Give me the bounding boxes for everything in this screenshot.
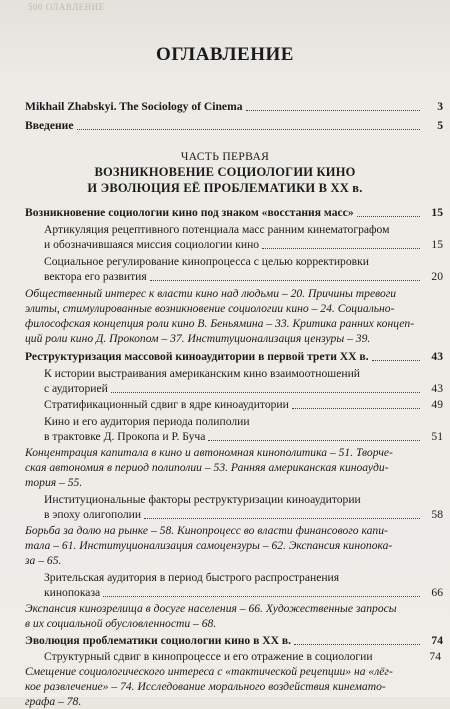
toc-page-number: 74 <box>431 634 443 647</box>
toc-summary-line: элиты, стимулированные возникновение социологии кино – 24. Социально- <box>25 302 395 315</box>
toc-summary-line: философская концепция роли кино В. Беньямина – 33. Критика ранних концеп- <box>25 317 415 330</box>
toc-entry-about[interactable] <box>25 100 443 114</box>
toc-summary-line: за – 65. <box>25 554 62 567</box>
part-title-line2: И ЭВОЛЮЦИЯ ЕЁ ПРОБЛЕМАТИКИ В XX в. <box>87 181 363 195</box>
toc-summary-line: Общественный интерес к власти кино над людьми – 20. Причины тревоги <box>25 287 397 300</box>
toc-entry-label: кинопоказа <box>44 586 101 599</box>
toc-entry-label: в эпоху олигополии <box>44 508 142 521</box>
toc-page-number: 43 <box>431 350 443 363</box>
dot-leader <box>103 596 420 597</box>
toc-summary-line: ская автономия в период полиполии – 53. Ранняя американская киноауди- <box>25 461 389 474</box>
part-title-line1: ВОЗНИКНОВЕНИЕ СОЦИОЛОГИИ КИНО <box>94 165 356 179</box>
toc-entry-label: с аудиторией <box>44 382 108 395</box>
dot-leader <box>294 644 420 645</box>
toc-summary-line: в их социальной обусловленности – 68. <box>25 617 217 630</box>
toc-entry-label: Возникновение социологии кино под знаком «восстания масс» <box>25 206 354 219</box>
toc-summary-line: ций роли кино Д. Прокопом – 37. Институционализация цензуры – 39. <box>25 332 371 345</box>
toc-entry-label: Реструктуризация массовой киноаудитории в первой трети XX в. <box>25 350 369 363</box>
toc-summary-line: кое развлечение» – 74. Исследование морального воздействия кинемато- <box>25 680 386 693</box>
toc-entry-label: Mikhail Zhabskyi. The Sociology of Cinema <box>25 100 243 113</box>
toc-entry-label: Эволюция проблематики социологии кино в XX в. <box>25 634 292 647</box>
toc-subentry-2-2[interactable] <box>44 398 443 412</box>
toc-page-number: 5 <box>437 119 443 132</box>
toc-subentry-2-3[interactable] <box>44 430 443 444</box>
toc-entry-label: Стратификационный сдвиг в ядре киноаудитории <box>44 398 289 411</box>
toc-summary-line: графа – 78. <box>25 695 82 708</box>
toc-page-number: 20 <box>431 270 443 283</box>
dot-leader <box>246 110 420 111</box>
toc-page-number: 66 <box>431 586 443 599</box>
toc-page-number: 49 <box>431 398 443 411</box>
toc-subentry-line[interactable]: Социальное регулирование кинопроцесса с целью корректировки <box>44 255 369 268</box>
toc-page-number: 15 <box>431 238 443 251</box>
toc-entry-label: Введение <box>25 119 74 132</box>
toc-subentry-line[interactable]: Артикуляция рецептивного потенциала масс ранним кинематографом <box>44 223 390 236</box>
toc-subentry-line[interactable]: Зрительская аудитория в период быстрого распространения <box>44 571 340 584</box>
dot-leader <box>292 408 420 409</box>
toc-page-number: 51 <box>431 430 443 443</box>
dot-leader <box>111 392 420 393</box>
dot-leader <box>262 248 420 249</box>
toc-page-number: 3 <box>437 100 443 113</box>
dot-leader <box>77 129 420 130</box>
toc-subentry-2-1[interactable] <box>44 382 443 396</box>
dot-leader <box>357 216 420 217</box>
dot-leader <box>144 518 420 519</box>
toc-summary-line: Экспансия кинозрелища в досуге населения – 66. Художественные запросы <box>25 602 397 615</box>
toc-entry-introduction[interactable] <box>25 119 443 133</box>
dot-leader <box>150 280 420 281</box>
toc-subentry-line[interactable]: Кино и его аудитория периода полиполии <box>44 415 250 428</box>
toc-page-number: 74 <box>429 650 441 663</box>
toc-subentry-2-5[interactable] <box>44 586 443 600</box>
toc-summary-line: тория – 55. <box>25 476 83 489</box>
toc-chapter-2[interactable] <box>25 350 443 364</box>
toc-subentry-line[interactable]: К истории выстраивания американским кино взаимоотношений <box>44 367 360 380</box>
dot-leader <box>208 440 420 441</box>
toc-summary-line: Смещение социологического интереса с «тактической рецепции» на «лёг- <box>25 665 393 678</box>
toc-entry-label: и обозначившаяся миссия социологии кино <box>44 238 260 251</box>
toc-subentry-line[interactable]: Институциональные факторы реструктуризации киноаудитории <box>44 493 361 506</box>
toc-page-number: 58 <box>431 508 443 521</box>
toc-entry-label: вектора его развития <box>44 270 147 283</box>
toc-chapter-1[interactable] <box>25 206 443 220</box>
dot-leader <box>372 360 420 361</box>
page-title: ОГЛАВЛЕНИЕ <box>156 44 294 65</box>
toc-page-number: 43 <box>431 382 443 395</box>
toc-entry-label: в трактовке Д. Прокопа и Р. Буча <box>44 430 206 443</box>
toc-subentry-1-2[interactable] <box>44 270 443 284</box>
toc-summary-line: Концентрация капитала в кино и автономная кинополитика – 51. Творче- <box>25 446 393 459</box>
part-label: ЧАСТЬ ПЕРВАЯ <box>180 150 270 163</box>
toc-page-number: 15 <box>431 206 443 219</box>
toc-summary-line: Борьба за долю на рынке – 58. Кинопроцесс во власти финансового капи- <box>25 524 388 537</box>
running-header: 500 ОЛАВЛЕНИЕ <box>28 2 105 12</box>
toc-subentry-1-1[interactable] <box>44 238 443 252</box>
toc-subentry-2-4[interactable] <box>44 508 443 522</box>
toc-chapter-3[interactable] <box>25 634 443 648</box>
toc-subentry-3-1[interactable]: Структурный сдвиг в кинопроцессе и его отражение в социологии <box>44 650 373 663</box>
toc-summary-line: тала – 61. Институционализация самоцензуры – 62. Экспансия кинопока- <box>25 539 393 552</box>
